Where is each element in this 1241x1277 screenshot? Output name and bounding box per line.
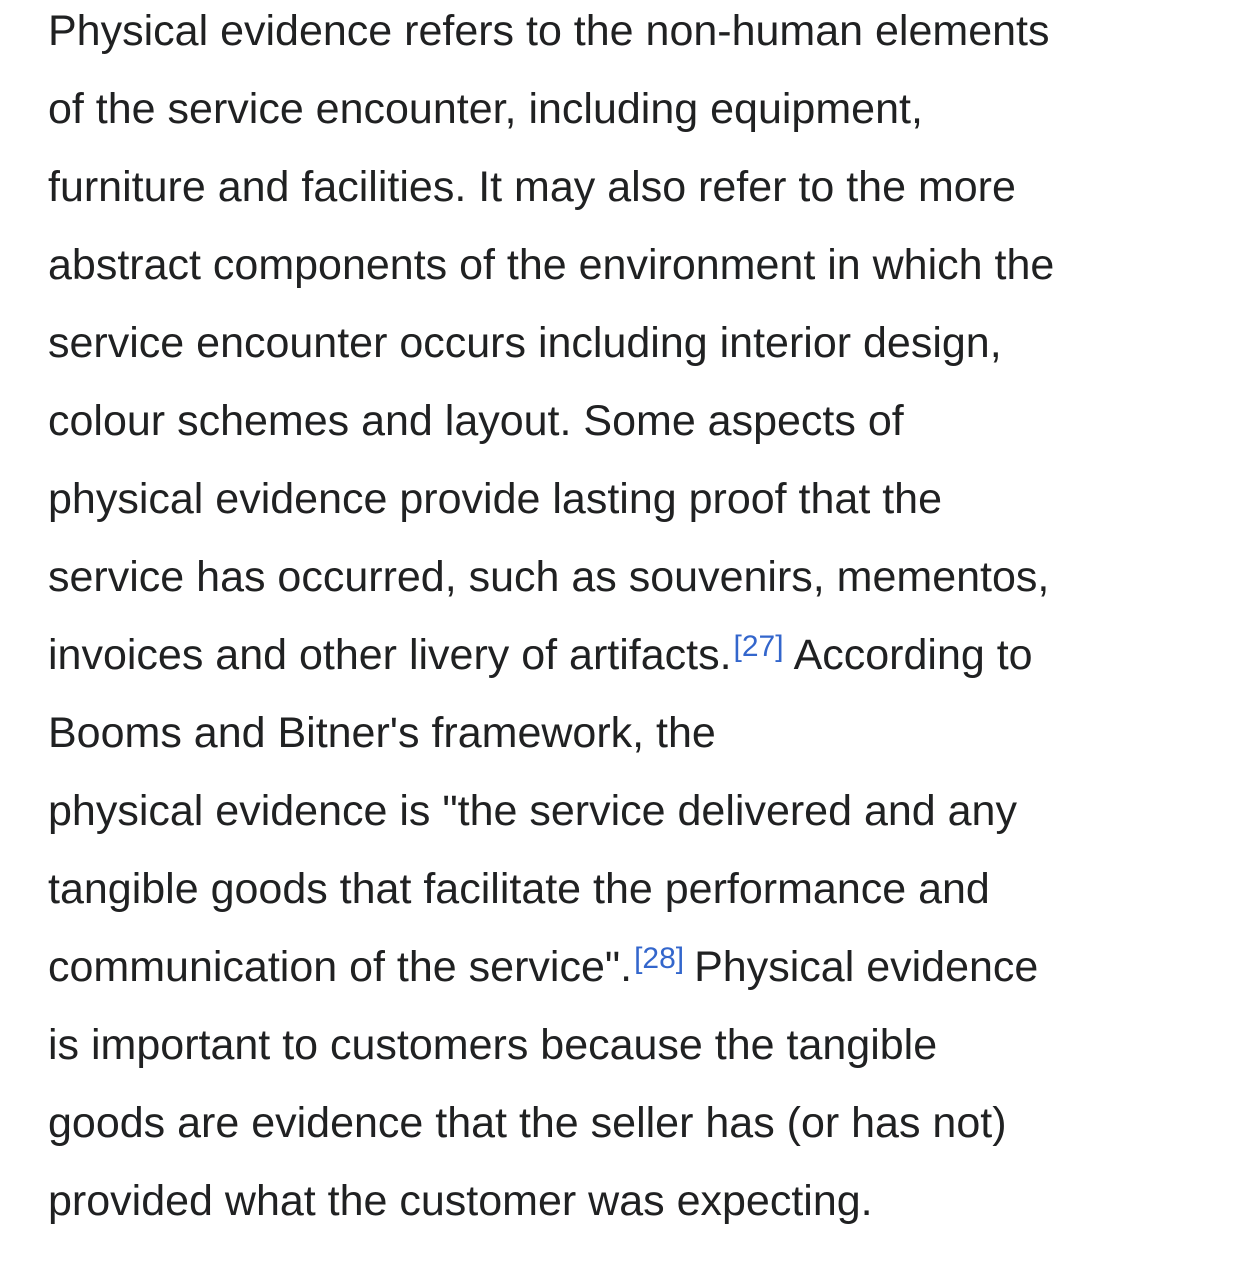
paragraph-line: tangible goods that facilitate the performance and <box>48 865 990 913</box>
paragraph-text: communication of the service". <box>48 943 633 991</box>
paragraph-line: provided what the customer was expecting. <box>48 1177 873 1225</box>
paragraph-text: Physical evidence <box>694 943 1039 991</box>
article-paragraph <box>48 0 1218 1240</box>
paragraph-line <box>48 616 1218 694</box>
paragraph-line: service has occurred, such as souvenirs, mementos, <box>48 553 1050 601</box>
paragraph-line: of the service encounter, including equipment, <box>48 85 923 133</box>
paragraph-line: Physical evidence refers to the non-human elements <box>48 7 1050 55</box>
citation-link-28[interactable]: [28] <box>634 941 685 975</box>
paragraph-line: furniture and facilities. It may also refer to the more <box>48 163 1016 211</box>
paragraph-line <box>48 928 1218 1006</box>
paragraph-line: is important to customers because the tangible <box>48 1021 938 1069</box>
paragraph-line: goods are evidence that the seller has (or has not) <box>48 1099 1007 1147</box>
paragraph-line: physical evidence is "the service delivered and any <box>48 787 1017 835</box>
paragraph-text: invoices and other livery of artifacts. <box>48 631 732 679</box>
paragraph-line: service encounter occurs including interior design, <box>48 319 1002 367</box>
citation-link-27[interactable]: [27] <box>733 629 784 663</box>
paragraph-line: colour schemes and layout. Some aspects of <box>48 397 904 445</box>
paragraph-line: physical evidence provide lasting proof that the <box>48 475 942 523</box>
paragraph-text: According to <box>793 631 1033 679</box>
paragraph-line: Booms and Bitner's framework, the <box>48 709 716 757</box>
paragraph-line: abstract components of the environment in which the <box>48 241 1055 289</box>
